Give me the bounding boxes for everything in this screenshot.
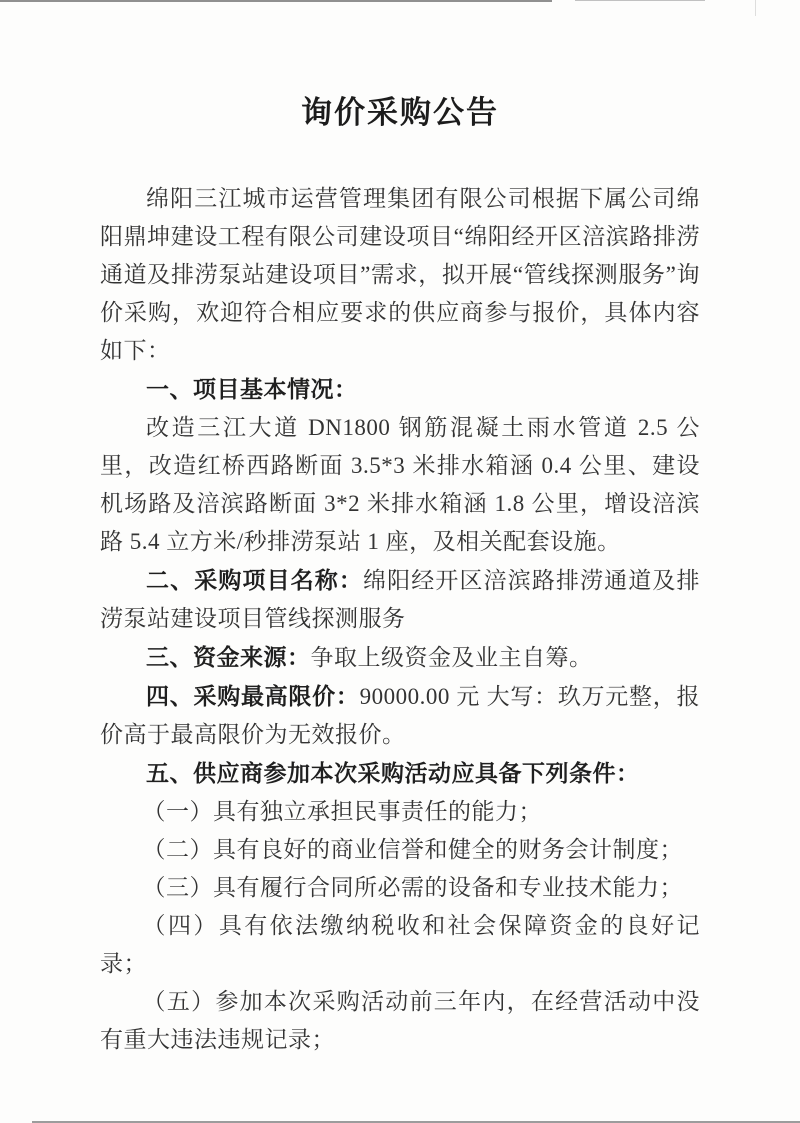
condition-item-3: （三）具有履行合同所必需的设备和专业技术能力；: [142, 875, 684, 900]
condition-item-2: （二）具有良好的商业信誉和健全的财务会计制度；: [142, 837, 684, 862]
section-1-body: 改造三江大道 DN1800 钢筋混凝土雨水管道 2.5 公里，改造红桥西路断面 3.5*3 米排水箱涵 0.4 公里、建设机场路及涪滨路断面 3*2 米排水箱涵 1.8 公里，增设涪滨路 5.4 立方米/秒排涝泵站 1 座，及相关配套设施。: [100, 415, 700, 554]
section-5-heading-label: 五、供应商参加本次采购活动应具备下列条件：: [146, 760, 640, 786]
scan-artifact-right-streak: [755, 0, 756, 16]
scan-artifact-top-edge: [0, 0, 552, 2]
section-3-paragraph: [100, 638, 700, 677]
section-1-heading: [100, 370, 700, 409]
section-3-body: 争取上级资金及业主自筹。: [310, 645, 593, 670]
section-2-paragraph: [100, 561, 700, 638]
section-4-paragraph: [100, 677, 700, 754]
section-2-heading-label: 二、采购项目名称：: [146, 567, 364, 593]
condition-item-1: （一）具有独立承担民事责任的能力；: [142, 799, 543, 824]
condition-item-4: （四）具有依法缴纳税收和社会保障资金的良好记录；: [100, 913, 700, 976]
section-3-heading-label: 三、资金来源：: [146, 644, 311, 670]
condition-item-5: （五）参加本次采购活动前三年内，在经营活动中没有重大违法违规记录；: [100, 989, 700, 1052]
section-5-heading: [100, 754, 700, 793]
section-1-heading-label: 一、项目基本情况：: [146, 376, 358, 402]
section-4-heading-label: 四、采购最高限价：: [146, 683, 360, 709]
scan-artifact-top-edge-fragment: [575, 0, 705, 1]
section-4-body: 90000.00 元 大写：玖万元整，报价高于最高限价为无效报价。: [100, 684, 701, 747]
intro-paragraph: 绵阳三江城市运营管理集团有限公司根据下属公司绵阳鼎坤建设工程有限公司建设项目“绵阳经开区涪滨路排涝通道及排涝泵站建设项目”需求，拟开展“管线探测服务”询价采购，欢迎符合相应要求的供应商参与报价，具体内容如下：: [100, 186, 700, 363]
document-title: 询价采购公告: [301, 95, 499, 130]
section-2-body: 绵阳经开区涪滨路排涝通道及排涝泵站建设项目管线探测服务: [100, 568, 701, 631]
